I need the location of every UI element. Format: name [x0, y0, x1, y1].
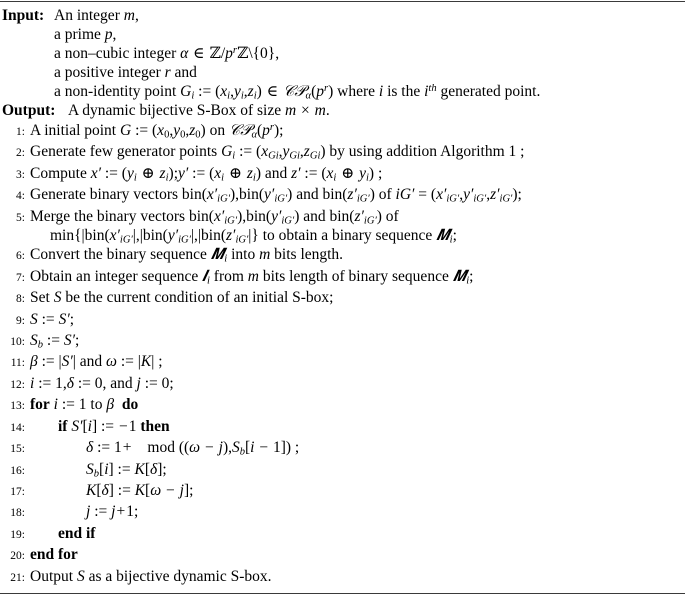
step-row: [0, 310, 685, 331]
step-row: [0, 417, 685, 438]
top-rule: [0, 1, 685, 2]
bottom-rule: [0, 593, 685, 594]
output-line: A dynamic bijective S-Box of size m × m.: [68, 102, 330, 119]
step-row: [0, 352, 685, 373]
output-row: [2, 101, 685, 120]
step-text: Obtain an integer sequence 𝑰$_i$ from m bits length of binary sequence 𝑴$_i$;: [30, 267, 474, 287]
step-text: Merge the binary vectors $bin(x'_{iG'}),bin(y'_{iG'})$ and $bin(z'_{iG'})$ of $\min\{|bin(x'_{iG'}|,|bin(y'_{iG'}|,|bin(z'_{iG'}|\}$ to obtain a binary sequence 𝑴$_i$;: [30, 207, 685, 246]
step-number: 9:: [16, 314, 25, 327]
step-row: [0, 267, 685, 288]
step-number: 17:: [10, 485, 25, 498]
input-label: Input:: [2, 7, 45, 24]
step-number: 2:: [16, 147, 25, 160]
step-text: Compute x′ := ($y_i$ ⊕ $z_i);y'$ := ($x_i$ ⊕ $z_i$) and z′ := ($x_i$ ⊕ $y_i$) ;: [30, 164, 383, 184]
step-text: $S_b$ := S′;: [30, 332, 80, 351]
step-number: 3:: [16, 168, 25, 181]
output-label: Output:: [2, 102, 56, 119]
step-number: 4:: [16, 190, 25, 203]
step-text: if S′[i] := −1 then: [58, 417, 170, 435]
step-number: 16:: [10, 464, 25, 477]
step-text: Generate binary vectors $bin(x'_{iG'}),bin(y'_{iG'})$ and $bin(z'_{iG'})$ of $iG' = (x'_{iG'},y'_{iG'},z'_{iG'})$;: [30, 186, 522, 205]
step-row: [0, 245, 685, 266]
step-number: 6:: [16, 250, 25, 263]
step-row: [0, 502, 685, 523]
step-text: Convert the binary sequence 𝑴$_i$ into m bits length.: [30, 246, 344, 266]
steps-list: [0, 121, 685, 588]
step-row: [0, 142, 685, 163]
step-row: [0, 374, 685, 395]
step-text: end if: [58, 524, 96, 542]
step-row: [0, 545, 685, 566]
step-text: j := j+1;: [86, 503, 139, 521]
step-number: 12:: [10, 378, 25, 391]
input-line-3: a non–cubic integer α ∈ $ℤ/p^rℤ\backslash\{0\}$,: [54, 44, 280, 62]
input-line-1: An integer m,: [54, 7, 139, 24]
input-line-4: a positive integer r and: [54, 64, 197, 81]
step-number: 21:: [10, 571, 25, 584]
step-number: 10:: [10, 336, 25, 349]
step-row: [0, 438, 685, 459]
step-text: Generate few generator points $G_i$ := $(x_{Gi},y_{Gi},z_{Gi})$ by using addition Algorithm 1 ;: [30, 143, 525, 163]
step-number: 5:: [16, 211, 25, 224]
step-text: i := 1,δ := 0, and j := 0;: [30, 374, 174, 392]
input-row-5: [2, 82, 685, 101]
step-number: 13:: [10, 400, 25, 413]
step-text: end for: [30, 546, 78, 564]
step-text: β := |S′| and ω := |K| ;: [30, 353, 163, 371]
step-text: $S_b[i]$ := K[δ];: [86, 460, 167, 480]
input-output-block: [0, 6, 685, 120]
step-row: [0, 567, 685, 588]
step-text: δ := 1+ mod $((\omega - j),S_b[i - 1])$ ;: [86, 439, 300, 458]
step-row: [0, 185, 685, 206]
step-text: A initial point G := $(x_0,y_0,z_0)$ on $𝒞𝒫_\alpha(p^r)$;: [30, 122, 284, 141]
input-row-3: [2, 44, 685, 63]
step-row: [0, 395, 685, 416]
step-number: 11:: [10, 357, 25, 370]
input-row-1: [2, 6, 685, 25]
step-text: for i := 1 to β do: [30, 396, 139, 414]
input-line-2: a prime p,: [54, 26, 117, 43]
step-row: [0, 460, 685, 481]
step-row: [0, 121, 685, 142]
input-row-2: [2, 25, 685, 44]
step-row: [0, 481, 685, 502]
input-line-5: a non-identity point $G_i$ := $(x_i,y_i,z_i)$ ∈ $𝒞𝒫_\alpha(p^r)$ where i is the $i^{th}$ generated point.: [54, 83, 541, 102]
step-number: 15:: [10, 443, 25, 456]
step-text: Output S as a bijective dynamic S-box.: [30, 567, 272, 585]
step-number: 8:: [16, 293, 25, 306]
step-row: [0, 288, 685, 309]
step-number: 7:: [16, 271, 25, 284]
step-number: 14:: [10, 421, 25, 434]
step-text: K[δ] := K[ω − j];: [86, 481, 194, 499]
step-number: 1:: [16, 126, 25, 138]
step-text-continuation: $\min\{|bin(x'_{iG'}|,|bin(y'_{iG'}|,|bin(z'_{iG'}|\}$ to obtain a binary sequence 𝑴$_i$;: [50, 227, 457, 246]
step-row: [0, 331, 685, 352]
step-row: [0, 164, 685, 185]
step-row: [0, 207, 685, 246]
step-row: [0, 524, 685, 545]
step-text: Set S be the current condition of an initial S-box;: [30, 289, 334, 307]
input-row-4: [2, 63, 685, 82]
step-text: S := S′;: [30, 310, 75, 328]
step-number: 20:: [10, 550, 25, 563]
step-number: 19:: [10, 528, 25, 541]
step-number: 18:: [10, 507, 25, 520]
